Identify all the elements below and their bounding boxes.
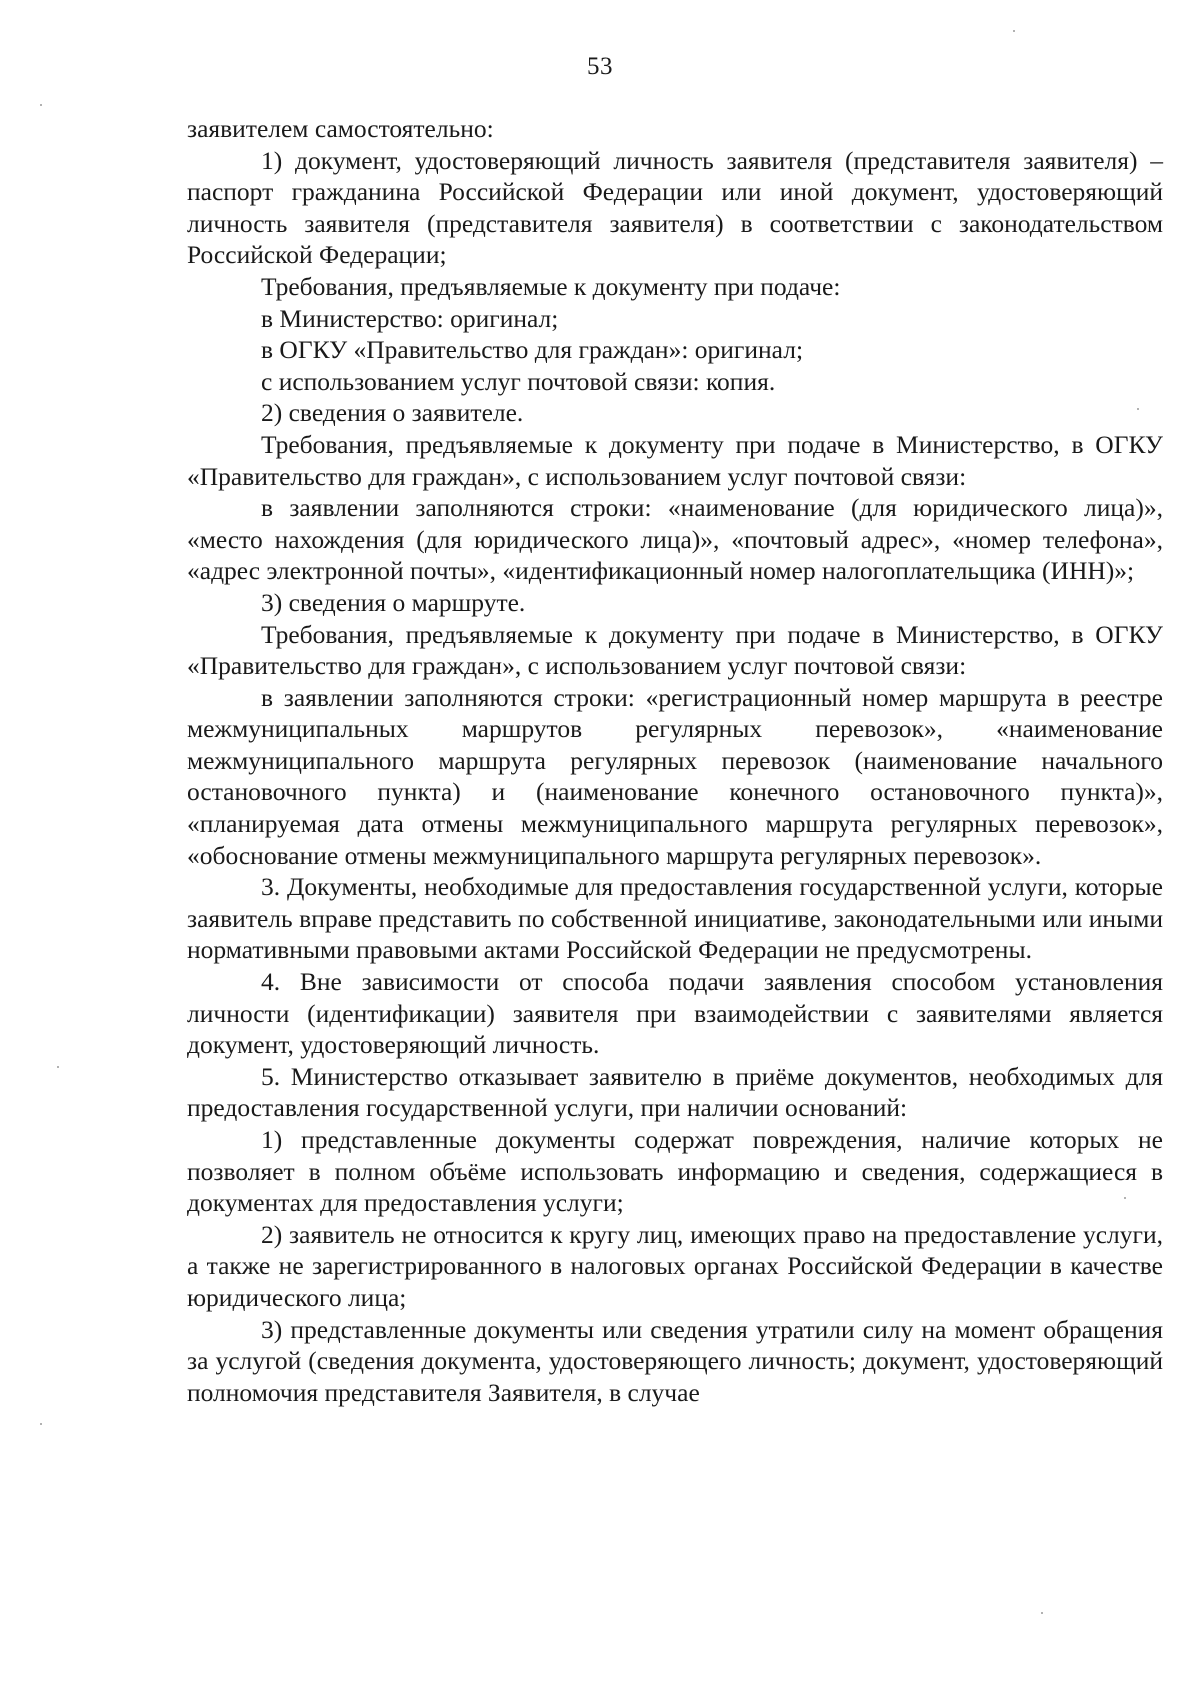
paragraph-requirements-applicant: Требования, предъявляемые к документу при подаче в Министерство, в ОГКУ «Правительство для граждан», с использованием услуг почтовой связи:: [187, 429, 1163, 491]
paragraph-refusal-reason-1: 1) представленные документы содержат повреждения, наличие которых не позволяет в полном объёме использовать информацию и сведения, содержащиеся в документах для предоставления услуги;: [187, 1125, 1163, 1218]
paragraph-postal-copy: с использованием услуг почтовой связи: копия.: [261, 366, 776, 396]
paragraph-application-fields-route: в заявлении заполняются строки: «регистрационный номер маршрута в реестре межмуниципальных маршрутов регулярных перевозок», «наименование межмуниципального маршрута регулярных перевозок (наименование начального остановочного пункта) и (наименование конечного остановочного пункта)», «планируемая дата отмены межмуниципального маршрута регулярных перевозок», «обоснование отмены межмуниципального маршрута регулярных перевозок».: [187, 682, 1163, 870]
paragraph-intro: заявителем самостоятельно:: [187, 114, 494, 143]
paragraph-section-5: 5. Министерство отказывает заявителю в приёме документов, необходимых для предоставления государственной услуги, при наличии оснований:: [187, 1061, 1163, 1123]
paragraph-requirements-heading: Требования, предъявляемые к документу при подаче:: [261, 271, 841, 301]
paragraph-ministry-original: в Министерство: оригинал;: [261, 303, 559, 333]
scan-speck: [57, 1066, 59, 1068]
document-body: [187, 113, 1163, 1408]
scan-speck: [40, 104, 42, 106]
paragraph-item-2-applicant-info: 2) сведения о заявителе.: [261, 398, 524, 428]
paragraph-item-1-identity-document: 1) документ, удостоверяющий личность заявителя (представителя заявителя) – паспорт гражданина Российской Федерации или иной документ, удостоверяющий личность заявителя (представителя заявителя) в соответствии с законодательством Российской Федерации;: [187, 145, 1163, 270]
scan-speck: [1124, 1197, 1126, 1199]
scan-speck: [1137, 408, 1139, 410]
scan-speck: [1041, 1612, 1043, 1614]
scan-speck: [1013, 30, 1015, 32]
paragraph-section-3: 3. Документы, необходимые для предоставления государственной услуги, которые заявитель вправе представить по собственной инициативе, законодательными или иными нормативными правовыми актами Российской Федерации не предусмотрены.: [187, 872, 1163, 965]
scan-speck: [40, 1423, 42, 1425]
paragraph-section-4: 4. Вне зависимости от способа подачи заявления способом установления личности (идентификации) заявителя при взаимодействии с заявителями является документ, удостоверяющий личность.: [187, 967, 1163, 1060]
paragraph-application-fields-applicant: в заявлении заполняются строки: «наименование (для юридического лица)», «место нахождения (для юридического лица)», «почтовый адрес», «номер телефона», «адрес электронной почты», «идентификационный номер налогоплательщика (ИНН)»;: [187, 493, 1163, 586]
paragraph-requirements-route: Требования, предъявляемые к документу при подаче в Министерство, в ОГКУ «Правительство для граждан», с использованием услуг почтовой связи:: [187, 619, 1163, 681]
paragraph-refusal-reason-3: 3) представленные документы или сведения утратили силу на момент обращения за услугой (сведения документа, удостоверяющего личность; документ, удостоверяющий полномочия представителя Заявителя, в случае: [187, 1314, 1163, 1407]
paragraph-item-3-route-info: 3) сведения о маршруте.: [261, 587, 526, 617]
paragraph-refusal-reason-2: 2) заявитель не относится к кругу лиц, имеющих право на предоставление услуги, а также не зарегистрированного в налоговых органах Российской Федерации в качестве юридического лица;: [187, 1219, 1163, 1312]
paragraph-ogku-original: в ОГКУ «Правительство для граждан»: оригинал;: [261, 335, 804, 365]
page-number: 53: [587, 53, 613, 80]
